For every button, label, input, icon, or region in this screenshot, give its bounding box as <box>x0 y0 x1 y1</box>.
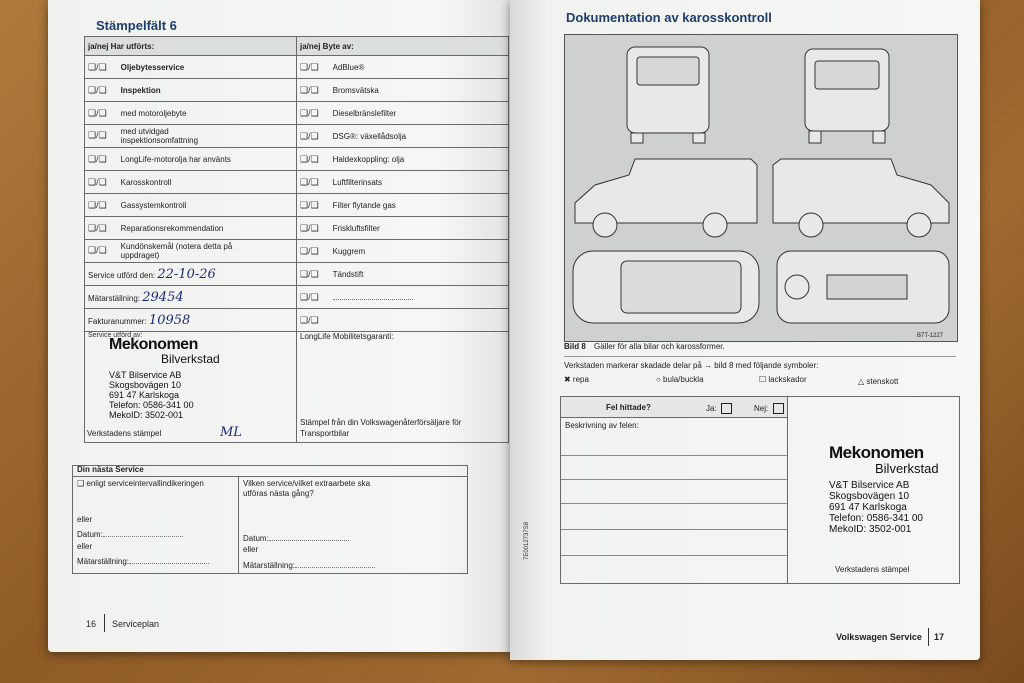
car-diagram-svg <box>565 35 957 341</box>
symbol-stenskott: △ stenskott <box>858 377 899 386</box>
left-page <box>48 0 512 652</box>
fault-form: Fel hittade? Ja: Nej: Beskrivning av felen: Mekonomen Bilverkstad V&T Bilservice AB Skogsbovägen 10 691 47 Karlskoga Telefon: 0586-341 00 MekoID: 3502-001 Verkstadens stämpel <box>560 396 960 584</box>
car-diagram <box>564 34 958 342</box>
mileage-value: 29454 <box>142 289 184 305</box>
symbol-repa: ✖ repa <box>564 375 589 384</box>
table-row: ❑/❑ Inspektion ❑/❑ Bromsvätska <box>85 79 509 102</box>
description-label: Beskrivning av felen: <box>565 421 639 430</box>
table-row: ❑/❑ Karosskontroll ❑/❑ Luftfilterinsats <box>85 171 509 194</box>
col-header-done: ja/nej Har utförts: <box>85 37 297 56</box>
table-row: ❑/❑ Oljebytesservice ❑/❑ AdBlue® <box>85 56 509 79</box>
symbol-bula: ○ bula/buckla <box>656 375 704 384</box>
table-row: ❑/❑ Reparationsrekommendation ❑/❑ Friskluftsfilter <box>85 217 509 240</box>
mekonomen-stamp-right: Mekonomen Bilverkstad V&T Bilservice AB Skogsbovägen 10 691 47 Karlskoga Telefon: 0586-341 00 MekoID: 3502-001 <box>829 443 939 535</box>
table-row: ❑/❑ Kundönskemål (notera detta på uppdraget) ❑/❑ Kuggrem <box>85 240 509 263</box>
page-number-right: 17 <box>934 632 945 642</box>
signature: ML <box>220 425 242 440</box>
figure-code: B7T-1227 <box>917 333 944 339</box>
footer-serviceplan: Serviceplan <box>112 619 160 629</box>
footer-brand: Volkswagen Service <box>836 632 922 642</box>
table-row: Fakturanummer: 10958 ❑/❑ <box>85 309 509 332</box>
table-row: ❑/❑ med motoroljebyte ❑/❑ Dieselbränslefilter <box>85 102 509 125</box>
symbol-lackskador: ☐ lackskador <box>759 375 807 384</box>
table-row: ❑/❑ LongLife-motorolja har använts ❑/❑ Haldexkoppling: olja <box>85 148 509 171</box>
table-row: Service utförd den: 22-10-26 ❑/❑ Tändstift <box>85 263 509 286</box>
table-row: ❑/❑ med utvidgad inspektionsomfattning ❑/❑ DSG®: växellådsolja <box>85 125 509 148</box>
no-checkbox[interactable] <box>773 403 784 414</box>
stamp-table <box>84 36 509 443</box>
workshop-stamp-label-right: Verkstadens stämpel <box>835 565 910 574</box>
page-number-left: 16 <box>86 619 97 629</box>
page-title: Stämpelfält 6 <box>96 18 177 33</box>
table-row: ❑/❑ Gassystemkontroll ❑/❑ Filter flytande gas <box>85 194 509 217</box>
caption-text: Gäller för alla bilar och karossformer. <box>594 342 725 351</box>
service-date: 22-10-26 <box>157 266 216 282</box>
invoice-value: 10958 <box>148 312 191 328</box>
page-title-right: Dokumentation av karosskontroll <box>566 10 772 25</box>
table-row: Mätarställning: 29454 ❑/❑ <box>85 286 509 309</box>
marking-instruction: Verkstaden markerar skadade delar på → bild 8 med följande symboler: <box>564 361 819 370</box>
yes-checkbox[interactable] <box>721 403 732 414</box>
col-header-swap: ja/nej Byte av: <box>297 37 509 56</box>
caption-label: Bild 8 <box>564 342 586 351</box>
right-page <box>510 0 980 660</box>
mekonomen-stamp: Mekonomen Bilverkstad V&T Bilservice AB Skogsbovägen 10 691 47 Karlskoga Telefon: 0586-341 00 MekoID: 3502-001 <box>109 336 220 420</box>
next-service-box: Din nästa Service ❑ enligt serviceintervallindikeringen eller Datum: eller Mätarställning: Vilken service/vilket extraarbete ska utföras nästa gång? Datum: eller Mätarställning: <box>72 465 468 574</box>
table-row: Service utförd av: Mekonomen Bilverkstad V&T Bilservice AB Skogsbovägen 10 691 47 Karlskoga Telefon: 0586-341 00 MekoID: 3502-001 Verkstadens stämpel ML LongLife Mobilitetsgaranti: Stämpel från din Volkswagenåterförsäljare för Transportbilar <box>85 332 509 443</box>
document-code: 7E0012737S8 <box>524 521 530 560</box>
fault-found-label: Fel hittade? <box>606 403 651 412</box>
